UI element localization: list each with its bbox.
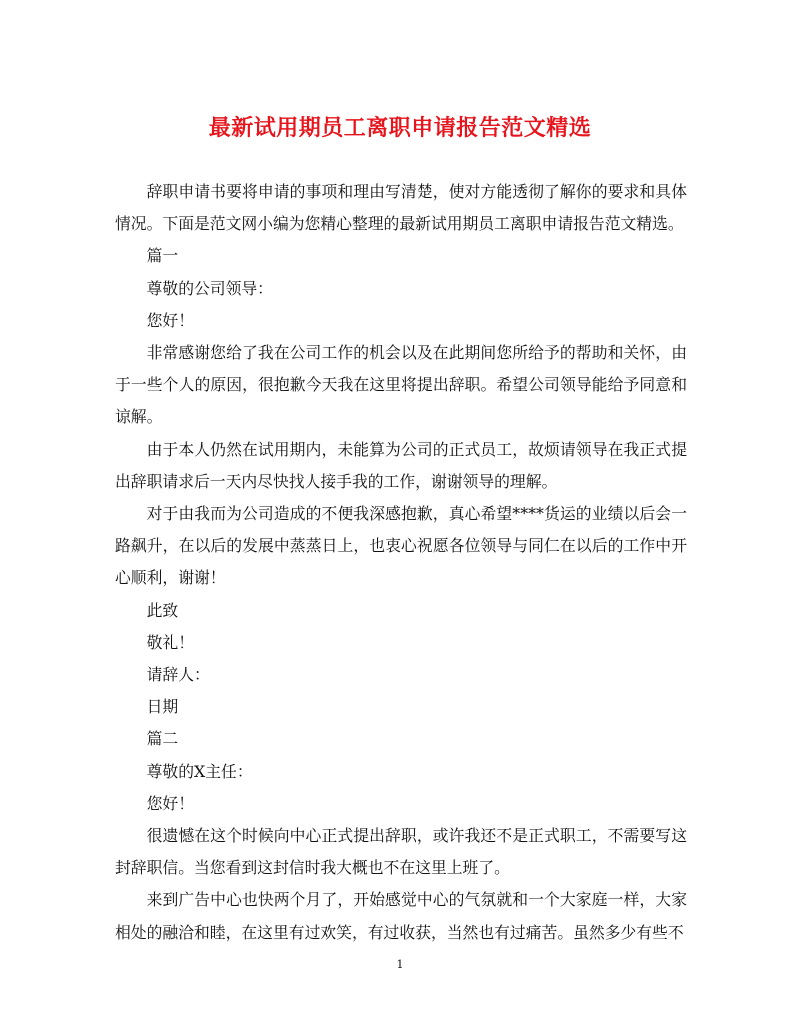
paragraph: 来到广告中心也快两个月了，开始感觉中心的气氛就和一个大家庭一样，大家相处的融洽和睦，在这里有过欢笑，有过收获，当然也有过痛苦。虽然多少有些不 bbox=[115, 890, 687, 942]
paragraph: 辞职申请书要将申请的事项和理由写清楚，使对方能透彻了解你的要求和具体情况。下面是范文网小编为您精心整理的最新试用期员工离职申请报告范文精选。 bbox=[115, 182, 687, 234]
paragraph: 对于由我而为公司造成的不便我深感抱歉，真心希望****货运的业绩以后会一路飙升，在以后的发展中蒸蒸日上，也衷心祝愿各位领导与同仁在以后的工作中开心顺利，谢谢！ bbox=[115, 504, 687, 588]
page-number: 1 bbox=[396, 958, 404, 971]
paragraph: 很遗憾在这个时候向中心正式提出辞职，或许我还不是正式职工，不需要写这封辞职信。当您看到这封信时我大概也不在这里上班了。 bbox=[115, 826, 687, 878]
document-body bbox=[115, 176, 687, 949]
section-heading: 篇一 bbox=[146, 246, 179, 266]
greeting: 您好！ bbox=[146, 793, 194, 813]
closing: 敬礼！ bbox=[146, 632, 194, 652]
closing: 此致 bbox=[146, 600, 179, 620]
salutation: 尊敬的公司领导： bbox=[146, 278, 273, 298]
signature-line: 请辞人： bbox=[146, 665, 210, 685]
document-title: 最新试用期员工离职申请报告范文精选 bbox=[208, 115, 592, 141]
salutation: 尊敬的X主任： bbox=[146, 761, 253, 781]
greeting: 您好！ bbox=[146, 310, 194, 330]
paragraph: 非常感谢您给了我在公司工作的机会以及在此期间您所给予的帮助和关怀，由于一些个人的原因，很抱歉今天我在这里将提出辞职。希望公司领导能给予同意和谅解。 bbox=[115, 343, 687, 427]
date-line: 日期 bbox=[146, 697, 179, 717]
section-heading: 篇二 bbox=[146, 729, 179, 749]
paragraph: 由于本人仍然在试用期内，未能算为公司的正式员工，故烦请领导在我正式提出辞职请求后一天内尽快找人接手我的工作，谢谢领导的理解。 bbox=[115, 439, 687, 491]
